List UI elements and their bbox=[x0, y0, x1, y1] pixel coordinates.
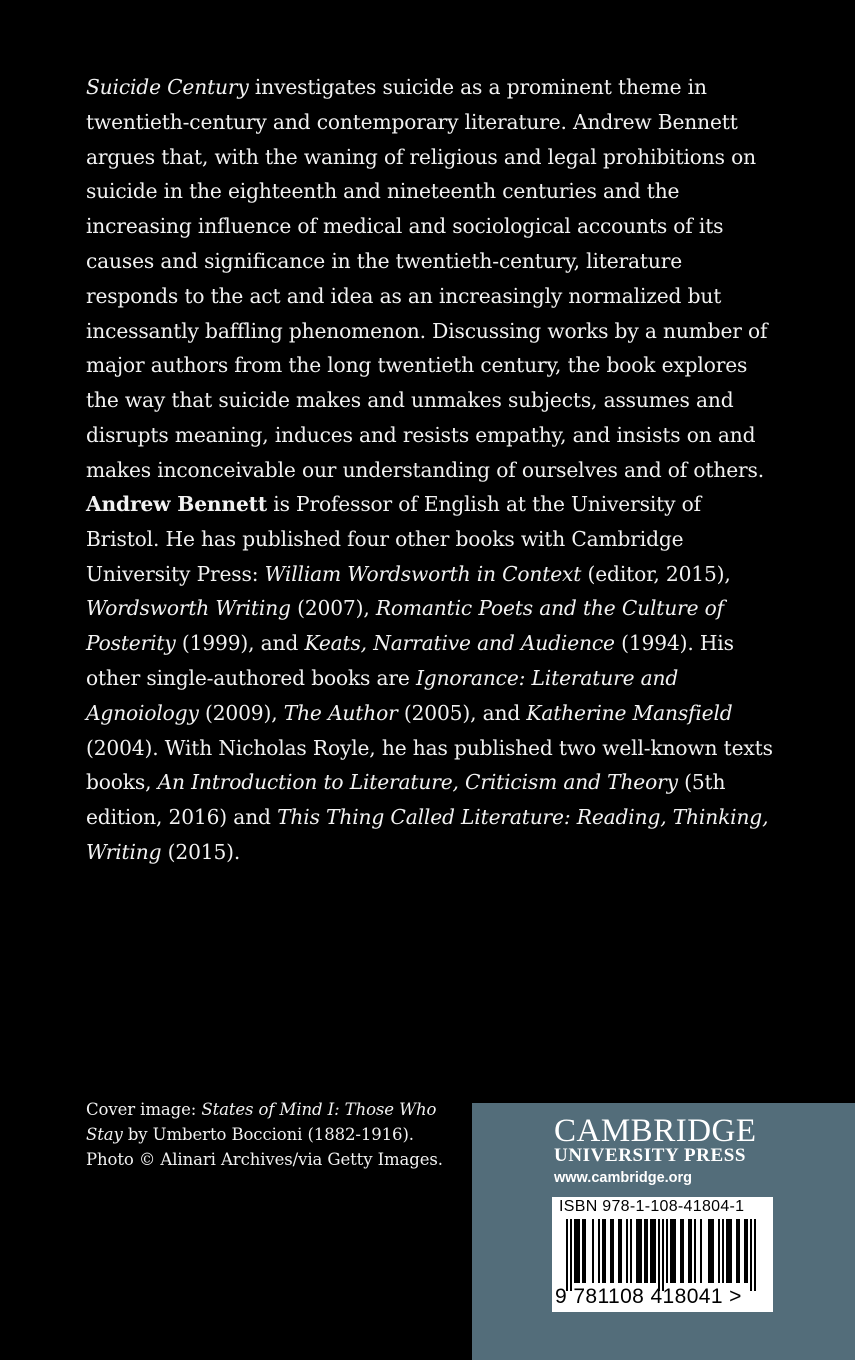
barcode-bar bbox=[746, 1219, 748, 1283]
publisher-subtitle: UNIVERSITY PRESS bbox=[554, 1145, 747, 1166]
barcode-bar bbox=[722, 1219, 724, 1283]
barcode-bar bbox=[654, 1219, 656, 1283]
bio-text: (2005), and bbox=[397, 700, 527, 725]
book-ref: The Author bbox=[283, 700, 398, 725]
book-description bbox=[86, 70, 776, 488]
book-title: Suicide Century bbox=[86, 75, 249, 99]
barcode-bar bbox=[592, 1219, 594, 1283]
barcode-bar bbox=[640, 1219, 642, 1283]
barcode-bar bbox=[694, 1219, 696, 1283]
barcode-bar bbox=[738, 1219, 740, 1283]
author-bio bbox=[86, 487, 776, 870]
ean-digits: 9 781108 418041 > bbox=[555, 1285, 742, 1308]
barcode-bar bbox=[662, 1219, 664, 1291]
barcode-bar bbox=[610, 1219, 612, 1283]
barcode-bar bbox=[612, 1219, 614, 1283]
barcode-bar bbox=[578, 1219, 580, 1283]
barcode-bar bbox=[630, 1219, 632, 1283]
barcode-bar bbox=[690, 1219, 692, 1283]
barcode-bar bbox=[700, 1219, 702, 1283]
barcode-bar bbox=[570, 1219, 572, 1291]
bio-text: (2004). With Nicholas Royle, he has published two well-known texts books, bbox=[86, 735, 773, 795]
barcode-bar bbox=[688, 1219, 690, 1283]
book-ref: Katherine Mansfield bbox=[526, 700, 733, 725]
barcode-bar bbox=[598, 1219, 600, 1283]
barcode-bar bbox=[726, 1219, 728, 1283]
barcode-bar bbox=[626, 1219, 628, 1283]
bio-text: (2007), bbox=[290, 596, 376, 621]
description-text: investigates suicide as a prominent theme in twentieth-century and contemporary literature. Andrew Bennett argues that, with the waning of religious and legal prohibitions on suicide in the eighteenth and nineteenth centuries and the increasing influence of medical and sociological accounts of its causes and significance in the twentieth-century, literature responds to the act and idea as an increasingly normalized but incessantly baffling phenomenon. Discussing works by a number of major authors from the long twentieth century, the book explores the way that suicide makes and unmakes subjects, assumes and disrupts meaning, induces and resists empathy, and insists on and makes inconceivable our understanding of ourselves and of others. bbox=[86, 75, 768, 482]
barcode-bar bbox=[584, 1219, 586, 1283]
barcode-bar bbox=[646, 1219, 648, 1283]
barcode-bar bbox=[666, 1219, 668, 1283]
credit-suffix: by Umberto Boccioni (1882-1916). Photo © Alinari Archives/via Getty Images. bbox=[86, 1125, 443, 1169]
barcode-bar bbox=[754, 1219, 756, 1291]
barcode-bar bbox=[582, 1219, 584, 1283]
barcode-bar bbox=[636, 1219, 638, 1283]
barcode-bar bbox=[602, 1219, 604, 1283]
isbn-barcode bbox=[552, 1197, 773, 1312]
author-name: Andrew Bennett bbox=[86, 492, 267, 516]
publisher-url: www.cambridge.org bbox=[554, 1170, 693, 1186]
barcode-bar bbox=[674, 1219, 676, 1283]
barcode-bar bbox=[736, 1219, 738, 1283]
barcode-bar bbox=[672, 1219, 674, 1283]
publisher-name: CAMBRIDGE bbox=[554, 1113, 757, 1149]
barcode-bar bbox=[638, 1219, 640, 1283]
barcode-bar bbox=[574, 1219, 576, 1283]
barcode-bar bbox=[708, 1219, 710, 1283]
barcode-bar bbox=[670, 1219, 672, 1283]
barcode-bar bbox=[728, 1219, 730, 1283]
bio-text: (5th edition, 2016) and bbox=[86, 770, 726, 830]
barcode-bar bbox=[712, 1219, 714, 1283]
barcode-bar bbox=[682, 1219, 684, 1283]
barcode-bar bbox=[744, 1219, 746, 1283]
barcode-bar bbox=[576, 1219, 578, 1283]
barcode-bar bbox=[710, 1219, 712, 1283]
book-ref: Romantic Poets and the Culture of Posterity bbox=[86, 596, 725, 656]
barcode-bar bbox=[566, 1219, 568, 1291]
bio-text: is Professor of English at the University of Bristol. He has published four other books with Cambridge University Press: bbox=[86, 492, 701, 586]
book-ref: Ignorance: Literature and Agnoiology bbox=[86, 665, 679, 725]
barcode-bar bbox=[680, 1219, 682, 1283]
barcode-bar bbox=[620, 1219, 622, 1283]
barcode-bar bbox=[604, 1219, 606, 1283]
bio-text: (editor, 2015), bbox=[581, 561, 731, 586]
barcode-bar bbox=[650, 1219, 652, 1283]
book-ref: Wordsworth Writing bbox=[86, 596, 291, 621]
book-ref: William Wordsworth in Context bbox=[264, 561, 582, 586]
credit-prefix: Cover image: bbox=[86, 1100, 202, 1119]
book-ref: An Introduction to Literature, Criticism and Theory bbox=[157, 770, 678, 795]
barcode-bar bbox=[644, 1219, 646, 1283]
barcode-bar bbox=[652, 1219, 654, 1283]
bio-text: (2015). bbox=[161, 839, 241, 864]
publisher-panel bbox=[472, 1103, 855, 1360]
barcode-bar bbox=[750, 1219, 752, 1291]
bio-text: (2009), bbox=[198, 700, 284, 725]
barcode-bar bbox=[718, 1219, 720, 1283]
cover-credit bbox=[86, 1097, 466, 1172]
artwork-title: States of Mind I: Those Who Stay bbox=[86, 1100, 437, 1144]
bio-text: (1994). His other single-authored books are bbox=[86, 631, 734, 690]
book-ref: This Thing Called Literature: Reading, Thinking, Writing bbox=[86, 805, 769, 864]
barcode-bar bbox=[658, 1219, 660, 1291]
barcode-bar bbox=[618, 1219, 620, 1283]
barcode-bar bbox=[730, 1219, 732, 1283]
bio-text: (1999), and bbox=[175, 631, 305, 656]
book-ref: Keats, Narrative and Audience bbox=[304, 631, 615, 656]
isbn-label: ISBN 978-1-108-41804-1 bbox=[559, 1198, 745, 1215]
